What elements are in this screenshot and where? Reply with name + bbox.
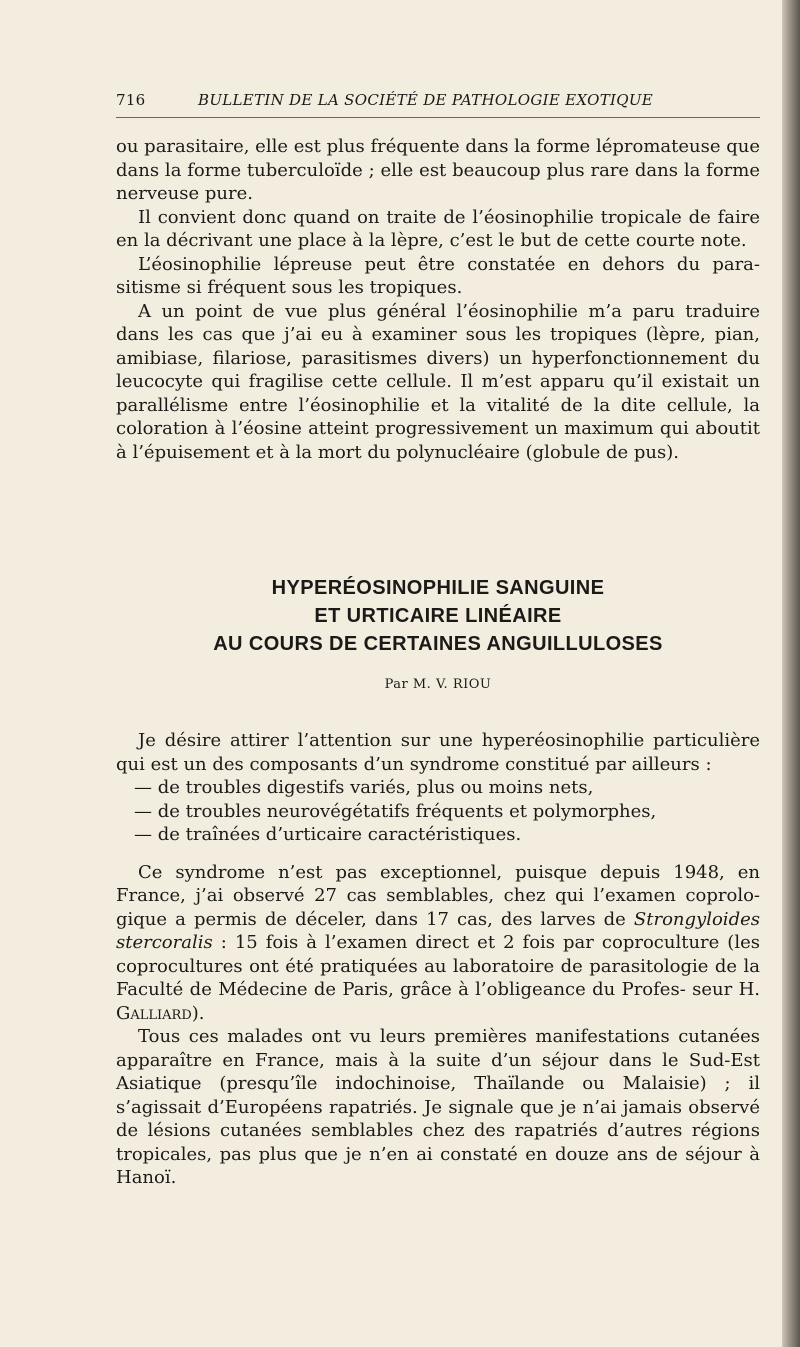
author-prefix: Par M. V. bbox=[384, 677, 449, 692]
text-run: : 15 fois à l’examen direct et 2 fois par coproculture (les coprocultures ont été pratiquées au laboratoire de parasitologie de la Faculté de Médecine de Paris, grâce à l’obligeance du Profes- seur H. bbox=[116, 932, 760, 1000]
page-number: 716 bbox=[116, 91, 146, 109]
paragraph: Il convient donc quand on traite de l’éosinophilie tropicale de faire en la décrivant une place à la lèpre, c’est le but de cette courte note. bbox=[116, 206, 760, 251]
list-item: — de troubles neurovégétatifs fréquents et polymorphes, bbox=[134, 800, 657, 822]
paragraph: L’éosinophilie lépreuse peut être constatée en dehors du para- sitisme si fréquent sous les tropiques. bbox=[116, 253, 760, 298]
text-run: Ce syndrome n’est pas exceptionnel, puisque depuis 1948, en France, j’ai observé 27 cas semblables, chez qui l’examen coprolo- gique a permis de déceler, dans 17 cas, des larves de bbox=[116, 861, 760, 930]
species-name: Strongyloides stercoralis bbox=[116, 908, 760, 953]
article-body bbox=[116, 729, 760, 1190]
list-item: — de traînées d’urticaire caractéristiques. bbox=[134, 824, 522, 845]
previous-article-text bbox=[116, 135, 760, 464]
list-item: — de troubles digestifs variés, plus ou moins nets, bbox=[134, 777, 594, 798]
person-name: Galliard bbox=[116, 1002, 192, 1024]
title-line: HYPERÉOSINOPHILIE SANGUINE bbox=[271, 577, 605, 599]
paragraph: Je désire attirer l’attention sur une hyperéosinophilie particulière qui est un des composants d’un syndrome constitué par ailleurs : bbox=[116, 730, 760, 775]
title-line: ET URTICAIRE LINÉAIRE bbox=[314, 605, 562, 627]
paragraph: Tous ces malades ont vu leurs premières manifestations cutanées apparaître en France, mais à la suite d’un séjour dans le Sud-Est Asiatique (presqu’île indochinoise, Thaïlande ou Malaisie) ; il s’agissait d’Européens rapatriés. Je signale que je n’ai jamais observé de lésions cutanées semblables chez des rapatriés d’autres régions tropicales, pas plus que je n’en ai constaté en douze ans de séjour à Hanoï. bbox=[116, 1026, 760, 1188]
article-title bbox=[116, 574, 760, 658]
title-line: AU COURS DE CERTAINES ANGUILLULOSES bbox=[213, 633, 663, 655]
running-title: BULLETIN DE LA SOCIÉTÉ DE PATHOLOGIE EXOTIQUE bbox=[198, 91, 654, 109]
author-name: RIOU bbox=[452, 677, 492, 692]
paragraph bbox=[116, 861, 760, 1026]
page-edge-shadow bbox=[782, 0, 800, 1347]
text-run: ). bbox=[191, 1002, 205, 1024]
paragraph: ou parasitaire, elle est plus fréquente dans la forme lépromateuse que dans la forme tuberculoïde ; elle est beaucoup plus rare dans la forme nerveuse pure. bbox=[116, 136, 760, 204]
paragraph: A un point de vue plus général l’éosinophilie m’a paru traduire dans les cas que j’ai eu à examiner sous les tropiques (lèpre, pian, amibiase, filariose, parasitismes divers) un hyperfonctionnement du leucocyte qui fragilise cette cellule. Il m’est apparu qu’il existait un parallélisme entre l’éosinophilie et la vitalité de la dite cellule, la coloration à l’éosine atteint progressivement un maximum qui aboutit à l’épuisement et à la mort du polynucléaire (globule de pus). bbox=[116, 300, 760, 463]
header-rule bbox=[116, 117, 760, 118]
symptom-list bbox=[116, 776, 760, 847]
author-line bbox=[116, 677, 760, 692]
